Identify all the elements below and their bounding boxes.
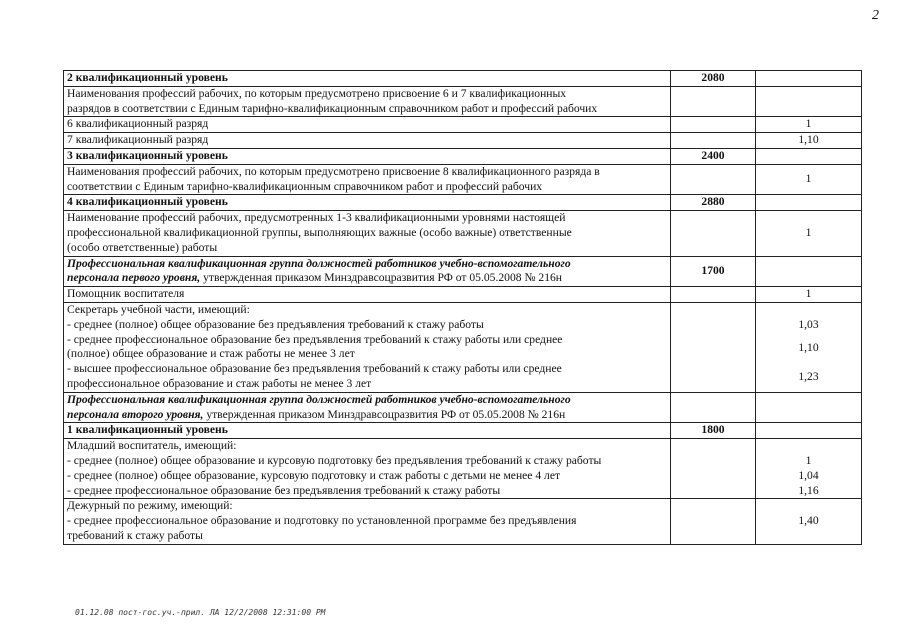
table-row	[64, 133, 862, 149]
level-name: 2 квалификационный уровень	[64, 71, 671, 87]
footer-file-info: 01.12.08 пост-гос.уч.-прил. ЛА 12/2/2008 12:31:00 PM	[75, 608, 326, 617]
row-description: Секретарь учебной части, имеющий: - среднее (полное) общее образование без предъявления требований к стажу работы - среднее профессиональное образование без предъявления требований к стажу работы или среднее (полное) общее образование и стаж работы не менее 3 лет - высшее профессиональное образование без предъявления требований к стажу работы или среднее профессиональное образование и стаж работы не менее 3 лет	[64, 302, 671, 392]
row-description: Наименования профессий рабочих, по которым предусмотрено присвоение 8 квалификационного разряда в соответствии с Единым тарифно-квалификационным справочником работ и профессий рабочих	[64, 164, 671, 195]
coefficient: 1	[756, 287, 862, 303]
coefficient-list: 1 1,04 1,16	[756, 439, 862, 499]
group-heading: Профессиональная квалификационная группа должностей работников учебно-вспомогательного персонала второго уровня, утвержденная приказом Минздравсоцразвития РФ от 05.05.2008 № 216н	[64, 392, 671, 423]
base-salary: 1700	[671, 256, 756, 287]
base-salary: 2880	[671, 195, 756, 211]
table-row	[64, 439, 862, 499]
table-row	[64, 499, 862, 544]
base-salary: 2400	[671, 148, 756, 164]
page-number-mark: 2	[872, 8, 879, 23]
level-name: 4 квалификационный уровень	[64, 195, 671, 211]
row-description: Наименования профессий рабочих, по которым предусмотрено присвоение 6 и 7 квалификационных разрядов в соответствии с Единым тарифно-квалификационным справочником работ и профессий рабочих	[64, 86, 671, 117]
table-row	[64, 302, 862, 392]
group-heading: Профессиональная квалификационная группа должностей работников учебно-вспомогательного персонала первого уровня, утвержденная приказом Минздравсоцразвития РФ от 05.05.2008 № 216н	[64, 256, 671, 287]
row-description: Дежурный по режиму, имеющий: - среднее профессиональное образование и подготовку по установленной программе без предъявления требований к стажу работы	[64, 499, 671, 544]
table-row	[64, 423, 862, 439]
row-description: Наименование профессий рабочих, предусмотренных 1-3 квалификационными уровнями настоящей профессиональной квалификационной группы, выполняющих важные (особо важные) ответственные (особо ответственные) работы	[64, 211, 671, 256]
base-salary: 2080	[671, 71, 756, 87]
grade-name: 6 квалификационный разряд	[64, 117, 671, 133]
level-name: 1 квалификационный уровень	[64, 423, 671, 439]
base-salary: 1800	[671, 423, 756, 439]
grade-name: 7 квалификационный разряд	[64, 133, 671, 149]
table-row	[64, 195, 862, 211]
coefficient: 1	[756, 164, 862, 195]
coefficient: 1	[756, 117, 862, 133]
table-row	[64, 71, 862, 87]
table-row	[64, 256, 862, 287]
table-row	[64, 287, 862, 303]
table-row	[64, 392, 862, 423]
row-description: Младший воспитатель, имеющий: - среднее (полное) общее образование и курсовую подготовку без предъявления требований к стажу работы - среднее (полное) общее образование, курсовую подготовку и стаж работы с детьми не менее 4 лет - среднее профессиональное образование без предъявления требований к стажу работы	[64, 439, 671, 499]
table-row	[64, 86, 862, 117]
table-row	[64, 117, 862, 133]
level-name: 3 квалификационный уровень	[64, 148, 671, 164]
coefficient-list: 1,03 1,10 1,23	[756, 302, 862, 392]
coefficient: 1,40	[756, 499, 862, 544]
table-row	[64, 211, 862, 256]
coefficient: 1,10	[756, 133, 862, 149]
position-name: Помощник воспитателя	[64, 287, 671, 303]
salary-table	[63, 70, 862, 545]
coefficient: 1	[756, 211, 862, 256]
table-row	[64, 148, 862, 164]
table-row	[64, 164, 862, 195]
